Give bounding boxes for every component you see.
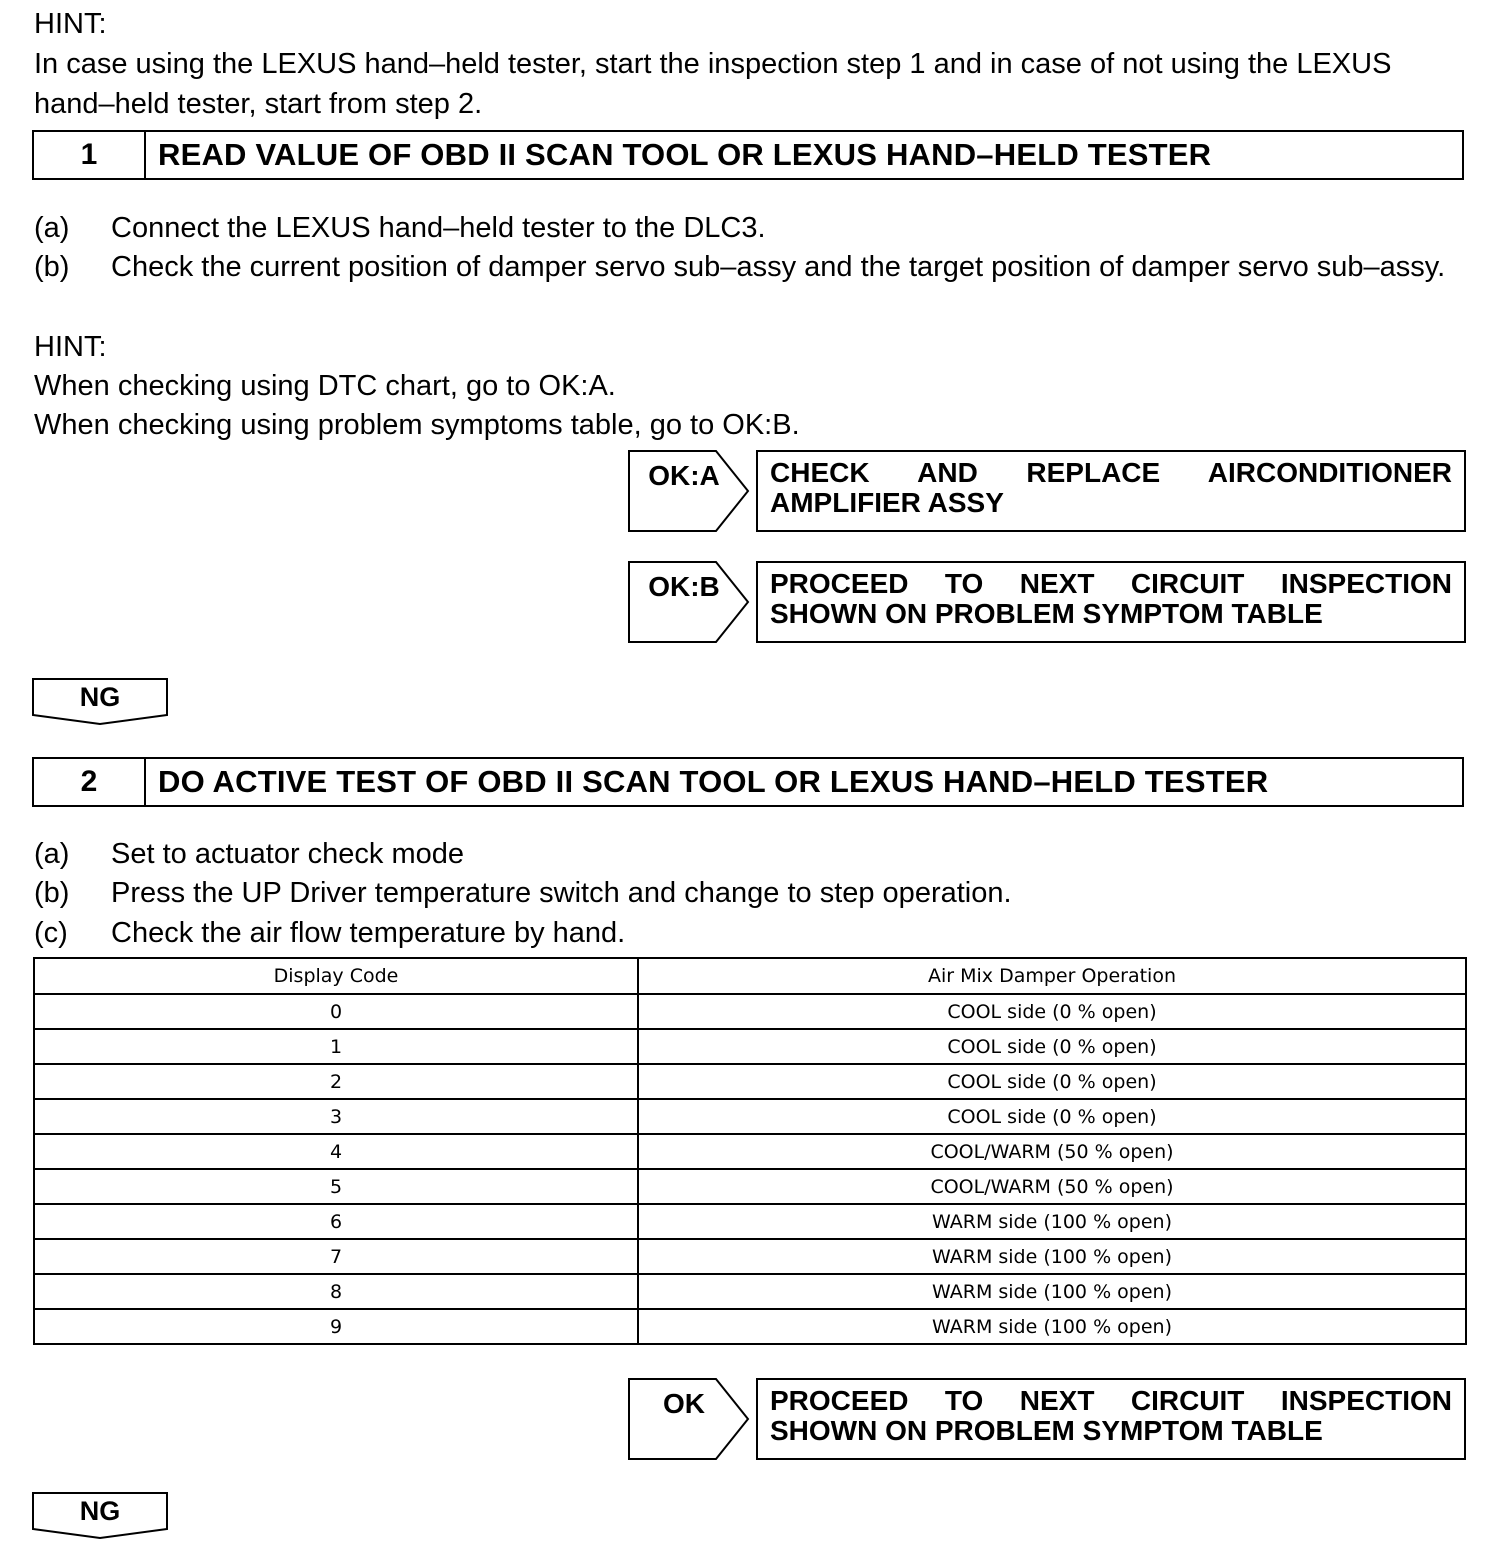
- step-1-hint-line-2: When checking using problem symptoms table, go to OK:B.: [34, 409, 800, 441]
- table-row: [34, 1134, 1466, 1169]
- display-code-cell: 5: [34, 1169, 638, 1204]
- step-1-item-b-text: Check the current position of damper servo sub–assy and the target position of damper servo sub–assy.: [111, 251, 1446, 283]
- ok-action-step-2: PROCEED TO NEXT CIRCUIT INSPECTION SHOWN ON PROBLEM SYMPTOM TABLE: [756, 1378, 1466, 1460]
- display-code-cell: 6: [34, 1204, 638, 1239]
- step-2-item-b: [34, 873, 1470, 913]
- table-row: [34, 994, 1466, 1029]
- damper-operation-cell: COOL/WARM (50 % open): [638, 1169, 1466, 1204]
- step-1-item-b-label: (b): [34, 251, 70, 283]
- table-row: [34, 1099, 1466, 1134]
- damper-operation-cell: WARM side (100 % open): [638, 1309, 1466, 1344]
- damper-operation-table: [33, 957, 1467, 1345]
- ok-a-action: CHECK AND REPLACE AIRCONDITIONER AMPLIFIER ASSY: [756, 450, 1466, 532]
- display-code-cell: 2: [34, 1064, 638, 1099]
- display-code-cell: 8: [34, 1274, 638, 1309]
- step-1-number: 1: [34, 132, 146, 178]
- step-2-item-c: [34, 913, 1470, 953]
- step-2-title: DO ACTIVE TEST OF OBD II SCAN TOOL OR LEXUS HAND–HELD TESTER: [158, 764, 1269, 799]
- display-code-cell: 9: [34, 1309, 638, 1344]
- damper-operation-cell: COOL side (0 % open): [638, 1029, 1466, 1064]
- step-1-header: [32, 130, 1464, 180]
- table-row: [34, 1204, 1466, 1239]
- result-ok-step-2: [628, 1378, 1468, 1460]
- table-row: [34, 1239, 1466, 1274]
- display-code-cell: 4: [34, 1134, 638, 1169]
- step-1-item-a-label: (a): [34, 212, 70, 244]
- step-2-item-a: [34, 834, 1470, 874]
- ok-label-step-2: OK: [663, 1388, 705, 1419]
- step-2-item-a-text: Set to actuator check mode: [111, 838, 465, 870]
- display-code-cell: 3: [34, 1099, 638, 1134]
- step-1-title: READ VALUE OF OBD II SCAN TOOL OR LEXUS HAND–HELD TESTER: [158, 137, 1212, 172]
- step-1-item-a-text: Connect the LEXUS hand–held tester to the DLC3.: [111, 212, 766, 244]
- header-air-mix-damper-operation: Air Mix Damper Operation: [638, 958, 1466, 994]
- step-2-item-c-label: (c): [34, 917, 68, 949]
- intro-hint-label: HINT:: [34, 8, 107, 40]
- step-2-item-c-text: Check the air flow temperature by hand.: [111, 917, 626, 949]
- ng-arrow-step-2: [32, 1492, 168, 1538]
- ok-arrow-step-2: [628, 1378, 750, 1460]
- step-2-number: 2: [34, 759, 146, 805]
- intro-hint-text: In case using the LEXUS hand–held tester, start the inspection step 1 and in case of not using the LEXUS hand–held tester, start from step 2.: [34, 48, 1392, 120]
- ok-a-arrow: [628, 450, 750, 532]
- damper-operation-cell: COOL side (0 % open): [638, 1099, 1466, 1134]
- ng-label-step-1: NG: [79, 682, 121, 712]
- step-2-item-b-text: Press the UP Driver temperature switch and change to step operation.: [111, 877, 1012, 909]
- table-row: [34, 1274, 1466, 1309]
- ng-arrow-step-1: [32, 678, 168, 724]
- result-ok-b: [628, 561, 1468, 643]
- step-1-item-b: [34, 247, 1470, 287]
- ok-b-label: OK:B: [648, 571, 720, 602]
- display-code-cell: 7: [34, 1239, 638, 1274]
- ok-a-label: OK:A: [648, 460, 720, 491]
- result-ok-a: [628, 450, 1468, 532]
- ok-b-arrow: [628, 561, 750, 643]
- damper-operation-cell: COOL side (0 % open): [638, 994, 1466, 1029]
- table-row: [34, 1064, 1466, 1099]
- table-row: [34, 1029, 1466, 1064]
- ng-label-step-2: NG: [79, 1496, 121, 1526]
- header-display-code: Display Code: [34, 958, 638, 994]
- display-code-cell: 0: [34, 994, 638, 1029]
- damper-operation-cell: WARM side (100 % open): [638, 1239, 1466, 1274]
- table-row: [34, 1309, 1466, 1344]
- display-code-cell: 1: [34, 1029, 638, 1064]
- ok-b-action: PROCEED TO NEXT CIRCUIT INSPECTION SHOWN ON PROBLEM SYMPTOM TABLE: [756, 561, 1466, 643]
- step-1-hint-line-1: When checking using DTC chart, go to OK:A.: [34, 370, 616, 402]
- damper-operation-cell: WARM side (100 % open): [638, 1274, 1466, 1309]
- damper-operation-cell: WARM side (100 % open): [638, 1204, 1466, 1239]
- step-2-item-a-label: (a): [34, 838, 70, 870]
- damper-operation-cell: COOL/WARM (50 % open): [638, 1134, 1466, 1169]
- step-2-header: [32, 757, 1464, 807]
- step-1-item-a: [34, 208, 1470, 248]
- table-header-row: [34, 958, 1466, 994]
- table-row: [34, 1169, 1466, 1204]
- step-1-hint-label: HINT:: [34, 331, 107, 363]
- damper-operation-cell: COOL side (0 % open): [638, 1064, 1466, 1099]
- step-2-item-b-label: (b): [34, 877, 70, 909]
